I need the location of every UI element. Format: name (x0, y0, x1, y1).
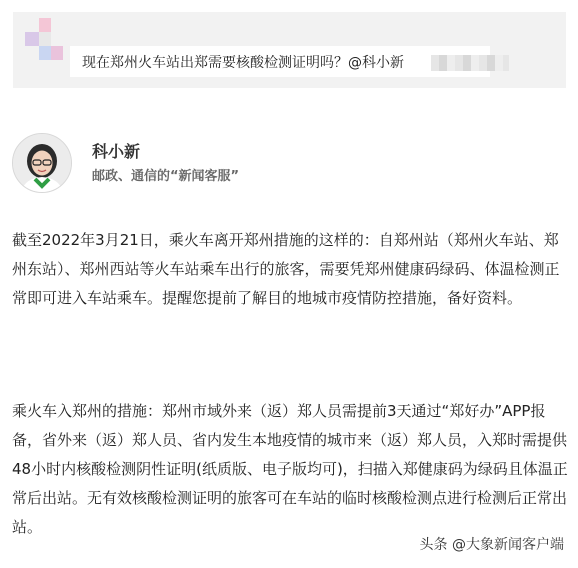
article-paragraph: 乘火车入郑州的措施：郑州市域外来（返）郑人员需提前3天通过“郑好办”APP报备，省外来（返）郑人员、省内发生本地疫情的城市来（返）郑人员，入郑时需提供48小时内核酸检测阴性证明(纸质版、电子版均可)，扫描入郑健康码为绿码且体温正常后出站。无有效核酸检测证明的旅客可在车站的临时核酸检测点进行检测后正常出站。 (12, 402, 568, 536)
question-bubble[interactable] (70, 46, 490, 77)
blurred-avatar-icon (25, 18, 65, 68)
author-description: 邮政、通信的“新闻客服” (92, 169, 240, 184)
article-paragraph: 截至2022年3月21日，乘火车离开郑州措施的这样的：自郑州站（郑州火车站、郑州东站）、郑州西站等火车站乘车出行的旅客，需要凭郑州健康码绿码、体温检测正常即可进入车站乘车。提醒您提前了解目的地城市疫情防控措施，备好资料。 (12, 231, 560, 307)
question-card (13, 12, 566, 88)
person-avatar-icon (13, 134, 71, 192)
author-name[interactable]: 科小新 (92, 142, 141, 161)
watermark-text: 头条 @大象新闻客户端 (419, 537, 564, 553)
source-watermark (420, 534, 564, 554)
question-text: 现在郑州火车站出郑需要核酸检测证明吗？@科小新 (82, 54, 404, 71)
blurred-username (431, 55, 509, 71)
author-header (12, 133, 552, 193)
author-avatar[interactable] (12, 133, 72, 193)
